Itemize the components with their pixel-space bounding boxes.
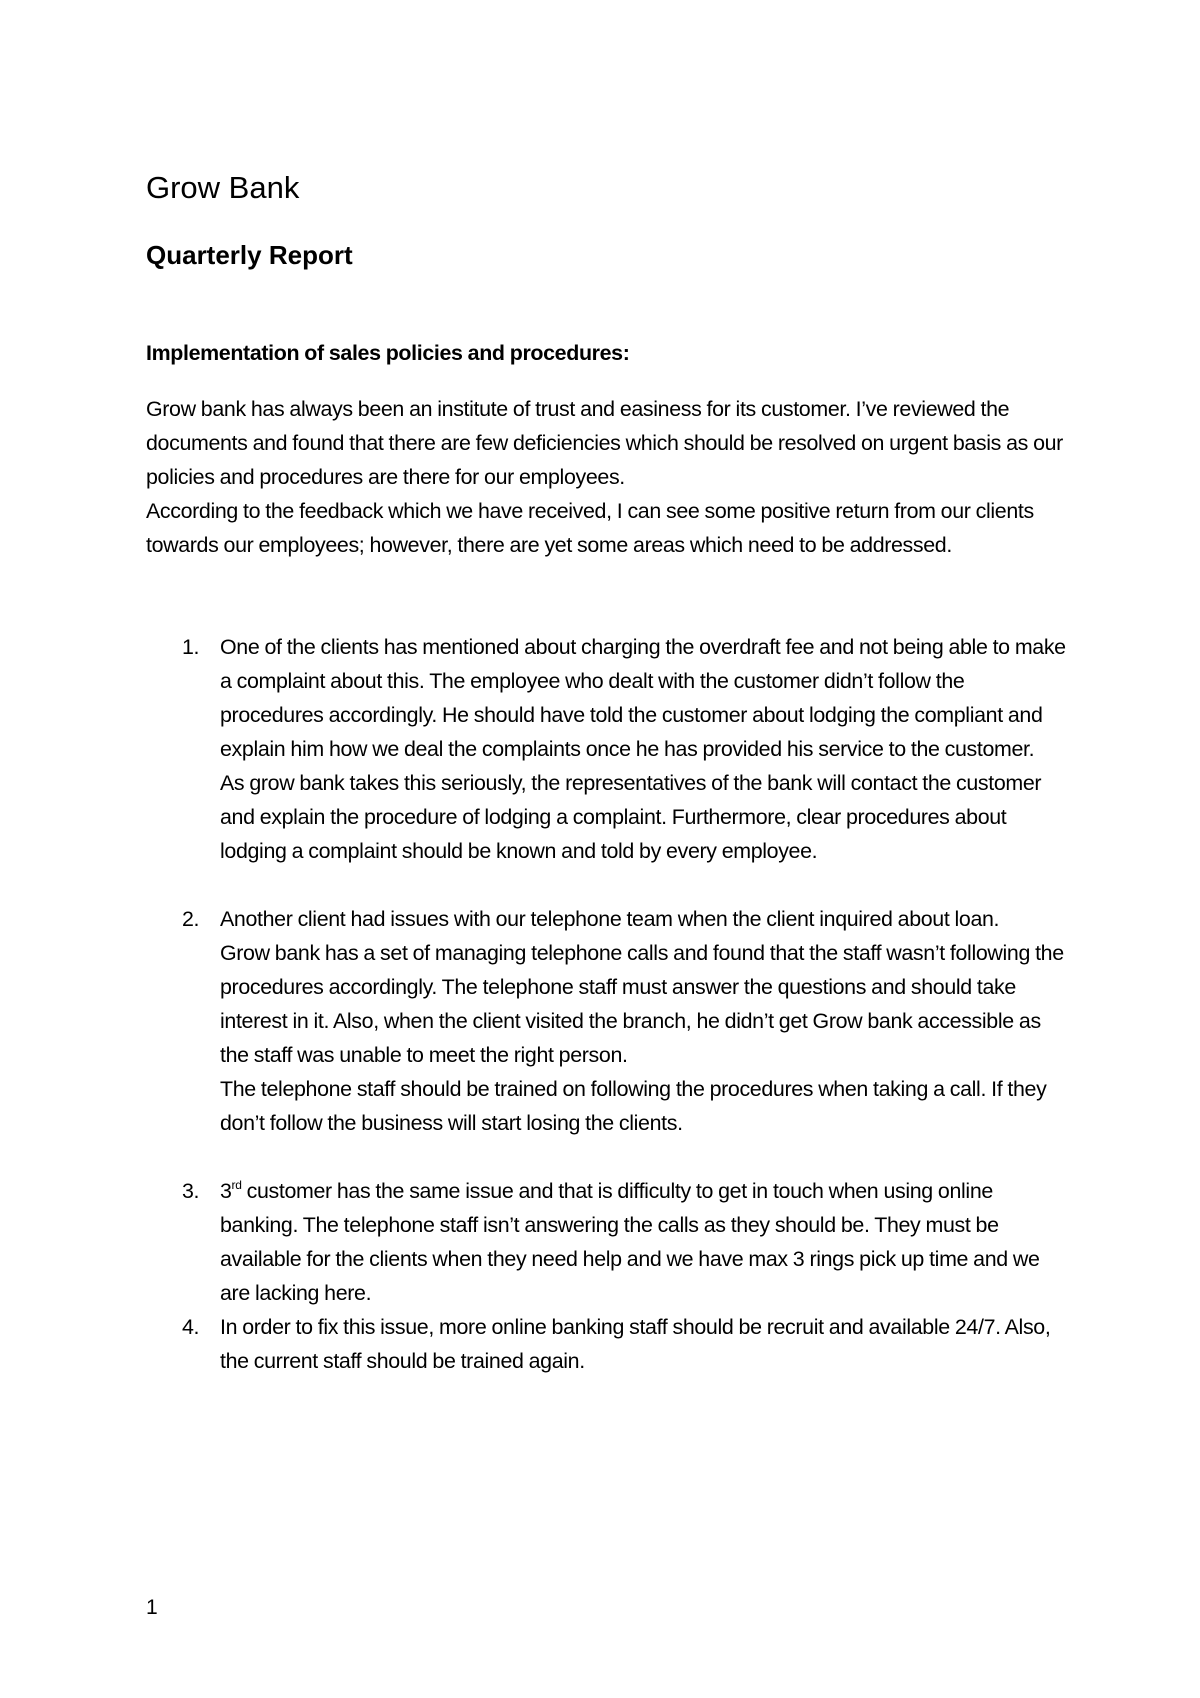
list-item-number: 3. (182, 1179, 200, 1203)
list-item-paragraph: As grow bank takes this seriously, the representatives of the bank will contact the customer and explain the procedure of lodging a complaint. Furthermore, clear procedures about lodging a complaint should be known and told by every employee. (220, 771, 1042, 863)
section-heading: Implementation of sales policies and procedures: (146, 341, 630, 365)
list-item-paragraph: Grow bank has a set of managing telephone calls and found that the staff wasn’t following the procedures accordingly. The telephone staff must answer the questions and should take interest in it. Also, when the client visited the branch, he didn’t get Grow bank accessible as the staff was unable to meet the right person. (220, 941, 1064, 1067)
document-subtitle: Quarterly Report (146, 240, 353, 270)
list-item (146, 630, 1066, 868)
list-item-number: 1. (182, 635, 200, 659)
list-item-text: customer has the same issue and that is difficulty to get in touch when using online banking. The telephone staff isn’t answering the calls as they should be. They must be available for the clients when they need help and we have max 3 rings pick up time and we are lacking here. (220, 1179, 1040, 1305)
intro-section (146, 392, 1066, 562)
list-item-paragraph (220, 1174, 1066, 1310)
ordinal-number: 3 (220, 1179, 232, 1203)
list-item (146, 902, 1066, 1140)
list-item (146, 1174, 1066, 1310)
list-item (146, 1310, 1066, 1378)
list-item-paragraph: The telephone staff should be trained on following the procedures when taking a call. If they don’t follow the business will start losing the clients. (220, 1077, 1047, 1135)
list-item-number: 4. (182, 1315, 200, 1339)
page-number: 1 (146, 1596, 158, 1619)
list-item-paragraph: Another client had issues with our telephone team when the client inquired about loan. (220, 907, 1000, 931)
intro-paragraph: Grow bank has always been an institute of trust and easiness for its customer. I’ve reviewed the documents and found that there are few deficiencies which should be resolved on urgent basis as our policies and procedures are there for our employees. (146, 397, 1063, 489)
document-title: Grow Bank (146, 170, 300, 205)
ordinal-suffix: rd (231, 1178, 242, 1192)
list-item-number: 2. (182, 907, 200, 931)
issues-list (146, 630, 1066, 1378)
list-item-paragraph: In order to fix this issue, more online banking staff should be recruit and available 24/7. Also, the current staff should be trained again. (220, 1315, 1051, 1373)
intro-paragraph: According to the feedback which we have received, I can see some positive return from our clients towards our employees; however, there are yet some areas which need to be addressed. (146, 499, 1034, 557)
list-item-paragraph: One of the clients has mentioned about charging the overdraft fee and not being able to make a complaint about this. The employee who dealt with the customer didn’t follow the procedures accordingly. He should have told the customer about lodging the compliant and explain him how we deal the complaints once he has provided his service to the customer. (220, 635, 1066, 761)
